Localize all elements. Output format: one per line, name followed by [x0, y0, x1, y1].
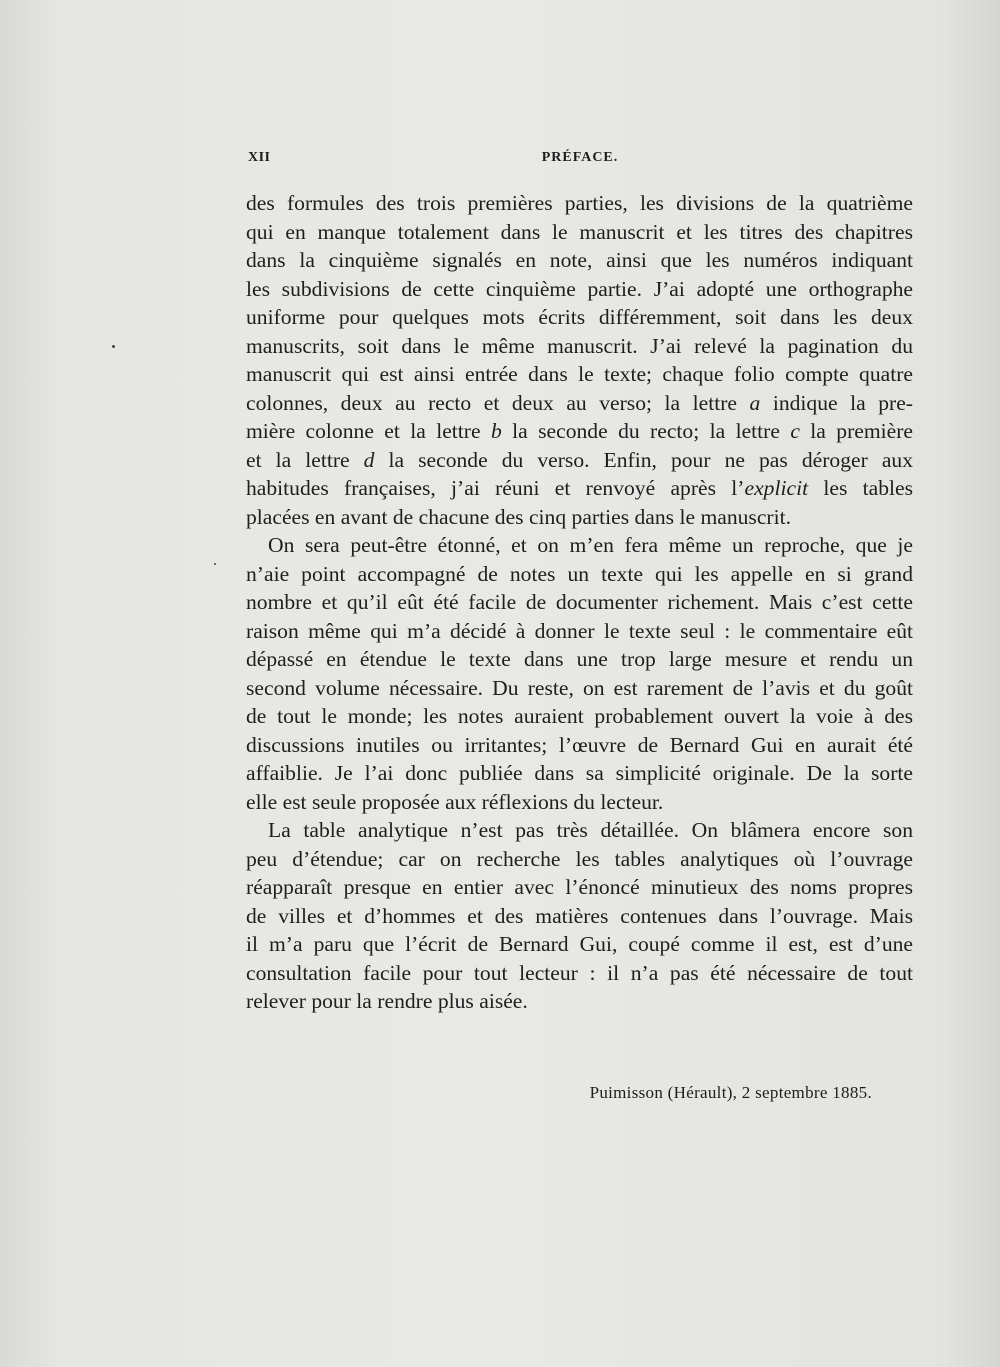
- text-line: des formules des trois premières parties, les divisions de la quatrième: [246, 191, 913, 215]
- text-line: elle est seule proposée aux réflexions du lecteur.: [246, 789, 664, 814]
- text-line: dépassé en étendue le texte dans une trop large mesure et rendu un: [246, 647, 913, 671]
- text-line: dans la cinquième signalés en note, ainsi que les numéros indiquant: [246, 248, 913, 272]
- text-line: On sera peut-être étonné, et on m’en fera même un reproche, que je: [268, 533, 913, 557]
- text-line: n’aie point accompagné de notes un texte qui les appelle en si grand: [246, 561, 913, 586]
- text-line: affaiblie. Je l’ai donc publiée dans sa simplicité originale. De la sorte: [246, 761, 913, 785]
- text-line: uniforme pour quelques mots écrits différemment, soit dans les deux: [246, 305, 913, 329]
- text-line: manuscrit qui est ainsi entrée dans le texte; chaque folio compte quatre: [246, 362, 913, 386]
- text-line: de tout le monde; les notes auraient probablement ouvert la voie à des: [246, 704, 913, 728]
- text-line: réapparaît presque en entier avec l’énoncé minutieux des noms propres: [246, 875, 913, 899]
- text-line: nombre et qu’il eût été facile de documenter richement. Mais c’est cette: [246, 590, 913, 614]
- page-header: [248, 150, 912, 172]
- text-line: il m’a paru que l’écrit de Bernard Gui, coupé comme il est, est d’une: [246, 932, 913, 956]
- text-line: et la lettre d la seconde du verso. Enfin, pour ne pas déroger aux: [246, 447, 913, 472]
- place-date-signature: Puimisson (Hérault), 2 septembre 1885.: [589, 1083, 872, 1102]
- text-line: peu d’étendue; car on recherche les tables analytiques où l’ouvrage: [246, 846, 913, 871]
- text-line: colonnes, deux au recto et deux au verso; la lettre a indique la pre-: [246, 390, 913, 415]
- text-line: les subdivisions de cette cinquième partie. J’ai adopté une orthographe: [246, 276, 913, 301]
- text-line: second volume nécessaire. Du reste, on est rarement de l’avis et du goût: [246, 675, 913, 700]
- text-line: de villes et d’hommes et des matières contenues dans l’ouvrage. Mais: [246, 903, 913, 928]
- text-line: raison même qui m’a décidé à donner le texte seul : le commentaire eût: [246, 618, 913, 643]
- text-line: relever pour la rendre plus aisée.: [246, 989, 528, 1013]
- folio-number: XII: [248, 150, 271, 165]
- text-line: manuscrits, soit dans le même manuscrit. J’ai relevé la pagination du: [246, 333, 913, 358]
- ink-speck: [214, 563, 216, 565]
- text-line: qui en manque totalement dans le manuscrit et les titres des chapitres: [246, 219, 913, 244]
- text-line: La table analytique n’est pas très détaillée. On blâmera encore son: [268, 818, 913, 842]
- body-text: [246, 189, 913, 1016]
- text-line: discussions inutiles ou irritantes; l’œuvre de Bernard Gui en aurait été: [246, 732, 913, 757]
- text-line: habitudes françaises, j’ai réuni et renvoyé après l’explicit les tables: [246, 476, 914, 500]
- running-head: PRÉFACE.: [541, 150, 619, 165]
- ink-speck: [112, 345, 115, 348]
- text-line: mière colonne et la lettre b la seconde du recto; la lettre c la première: [246, 419, 914, 443]
- text-line: placées en avant de chacune des cinq parties dans le manuscrit.: [246, 504, 792, 529]
- text-line: consultation facile pour tout lecteur : il n’a pas été nécessaire de tout: [246, 960, 913, 985]
